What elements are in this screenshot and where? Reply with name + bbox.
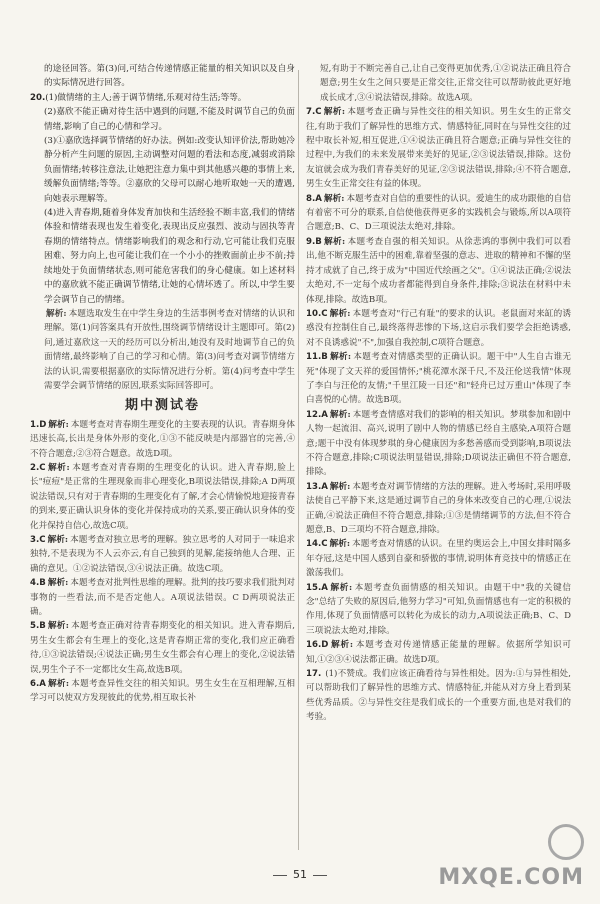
analysis-text: 本题考查情感对我们的影响的相关知识。梦琪参加和剧中人物一起流泪、高兴,说明了剧中人物的情感已经自主感染,A项符合题意;题干中没有体现梦琪的身心健康因为多愁善感而受到影响,B项说法不符合题意,排除;C项说法明显错误,排除;D项说法正确但不符合题意,排除。 [306,409,571,478]
answer-item [306,105,571,191]
left-answer-list [30,418,295,706]
answer-item [30,677,295,706]
right-answer-list [306,105,571,724]
answer-number: 4.B [30,578,46,589]
analysis-text: 本题考查对"行己有耻"的要求的认识。老鼠面对来缸的诱惑没有控制住自己,最终落得悲惨的下场,这启示我们要学会拒绝诱惑,对不良诱惑说"不",加强自我控制,C项符合题意。 [306,308,571,348]
answer-number: 3.C [30,535,46,545]
analysis-text: 本题考查自强的相关知识。从徐悲鸿的事例中我们可以看出,他不断克服生活中的困难,靠着坚强的意志、进取的精神和不懈的坚持才成就了自己,终于成为"中国近代绘画之父"。①④说法正确;②说法太绝对,不一定每个成功者都能得到自身条件,排除;③说法在材料中未体现,排除。故选B项。 [306,236,571,305]
answer-part-4: (4)进入青春期,随着身体发育加快和生活经验不断丰富,我们的情绪体验和情绪表现也发生着变化,表现出反应强烈、波动与固执等青春期的情绪特点。情绪影响我们的观念和行动,它可能让我们克服困难、努力向上,也可能让我们在一个小小的挫败面前止步不前;持续地处于负面情绪状态,则可能危害我们的身心健康。如上述材料中的嘉欣就不能正确调节情绪,让她的心情坏透了。所以,中学生要学会调节自己的情绪。 [44,208,295,305]
answer-item [306,537,571,580]
answer-item [306,667,571,725]
answer-number: 10.C [306,308,328,319]
page-number-rule-left [273,875,287,876]
answer-number: 15.A [306,582,328,593]
answer-number: 7.C [306,107,322,118]
answer-item [306,408,571,480]
analysis-text: 本题考查对青春期生理变化的主要表现的认识。青春期身体迅速长高,长出是身体外形的变化,①③不能反映是内部器官的完善,④不符合题意;②③符合题意。故选D项。 [30,419,295,459]
analysis-label: 解析: [329,308,351,319]
analysis-label: 解析: [323,236,346,247]
analysis-label: 解析: [46,308,67,319]
analysis-label: 解析: [330,640,354,651]
answer-number: 2.C [30,462,46,473]
answer-number: 9.B [306,236,322,247]
analysis-text: 本题考查正确对待青春期变化的相关知识。进入青春期后,男生女生都会有生理上的变化,这是青春期正常的变化,我们应正确看待,①③说法错误;④说法正确;男生女生都会有心理上的变化,②说法错误,男生个子不一定都比女生高,故选B项。 [30,621,295,675]
analysis-text: 本题考查对独立思考的理解。独立思考的人对同于一味追求独特,不是表现为不人云亦云,有自己独到的见解,能接纳他人合理、正确的意见。①②说法错误,③④说法正确。故选C项。 [30,535,295,574]
answer-item [306,350,571,408]
answer-item [306,480,571,538]
analysis-label: 解析: [47,578,69,589]
answer-part-1: (1)做情绪的主人;善于调节情绪,乐观对待生活;等等。 [45,92,247,103]
right-column [306,62,571,862]
column-divider [298,70,299,850]
analysis-label: 解析: [329,352,352,363]
analysis-text: 本题考查对调节情绪的方法的理解。进入考场时,采用呼吸法使自己平静下来,这是通过调节自己的身体来改变自己的心理,①说法正确,④说法正确但不符合题意,排除;①③是情绪调节的方法,但不符合题意,B、D三项均不符合题意,排除。 [306,481,571,535]
answer-part-3: (3)①嘉欣选择调节情绪的好办法。例如:改变认知评价法,帮助她冷静分析产生问题的原因,主动调整对问题的看法和态度,减弱或消除负面情绪;转移注意法,让她把注意力集中到其他感兴趣的事情上来,缓解负面情绪;等等。②嘉欣的父母可以耐心地听取她一天的遭遇,向她表示理解等。 [44,136,295,204]
answer-item [30,418,295,461]
analysis-text: 本题考查对传递情感正能量的理解。依据所学知识可知,①②③④说法都正确。故选D项。 [306,640,571,665]
analysis-label: 解析: [47,621,69,632]
answer-number: 11.B [306,352,328,363]
analysis-label: 解析: [329,539,351,550]
analysis-text: 本题考查对青春期的生理变化的认识。进入青春期,脸上长"痘痘"是正常的生理现象而非心理变化,B项说法错误,排除;A D两项说法错误,只有对于青春期的生理变化有了解,才会心情愉悦地迎接青春的到来,要正确认识身体的变化并保持成功的关系,要正确认识身体的变化并保持自信心,故选C项。 [30,462,295,531]
page-number-text: 51 [293,868,307,881]
analysis-label: 解析: [329,409,351,420]
analysis-label: 解析: [329,582,353,593]
analysis-text: 本题考查负面情感的相关知识。由题干中"我的关键信念"总结了失败的原因后,他努力学习"可知,负面情感也有一定的积极的作用,体现了负面情感可以转化为成长的动力,A项说法正确;B、C、D三项说法太绝对,排除。 [306,582,571,636]
answer-number: 6.A [30,679,46,690]
answer-number: 12.A [306,409,328,420]
watermark-logo-icon [548,824,584,860]
answer-item [30,533,295,576]
answer-item [306,581,571,639]
answer-item [306,307,571,350]
analysis-text: 本题考查对自信的重要性的认识。爱迪生的成功跟他的自信有着密不可分的联系,自信使他获得更多的实践机会与锻炼,所以A项符合题意;B、C、D三项说法太绝对,排除。 [306,193,571,233]
watermark-text: MXQE.COM [438,865,584,890]
analysis-label: 解析: [323,107,346,118]
answer-item [30,619,295,677]
analysis-text: 本题考查对情感类型的正确认识。题干中"人生自古谁无死"体现了文天祥的爱国情怀;"桃花潭水深千尺,不及汪伦送我情"体现了李白与汪伦的友情;"千里江陵一日还"和"轻舟已过万重山"体现了李白喜悦的心情。故选B项。 [306,352,571,406]
left-column [30,62,295,862]
analysis-label: 解析: [329,481,351,492]
page-number-rule-right [313,875,327,876]
answer-part-2: (2)嘉欣不能正确对待生活中遇到的问题,不能及时调节自己的负面情绪,影响了自己的心情和学习。 [44,107,295,132]
answer-number: 13.A [306,481,328,492]
right-lead-text: 短,有助于不断完善自己,让自己变得更加优秀,①②说法正确且符合题意;男生女生之间只要是正常交往,正常交往可以帮助彼此更好地成长成才,③④说法错误,排除。故选A项。 [320,64,571,103]
analysis-text: 本题考查正确与异性交往的相关知识。男生女生的正常交往,有助于我们了解异性的思维方式、情感特征,同时在与异性交往的过程中取长补短,相互促进,①④说法正确且符合题意;正确与异性交往的过程中,为我们的未来发展带来美好的见证,②③说法错误,排除。这份友谊就会成为我们青春美好的见证,②③说法错误,排除;④不符合题意,男生女生正常交往有益的体现。 [306,107,571,190]
analysis-label: 解析: [323,193,345,204]
analysis-text: 本题考查对情感的认识。在里约奥运会上,中国女排时隔多年夺冠,这是中国人感到自豪和骄傲的事情,说明体育竞技中的情感正在激荡我们。 [306,539,571,579]
answer-number: 8.A [306,193,322,204]
left-lead-text: 的途径回答。第(3)问,可结合传递情感正能量的相关知识以及自身的实际情况进行回答。 [44,64,295,89]
answer-number: 1.D [30,419,47,430]
answer-number: 14.C [306,539,328,550]
answer-item [306,192,571,235]
answer-number: 17. [306,669,322,680]
answer-item [306,638,571,667]
analysis-text: (1)不赞成。我们应该正确看待与异性相处。因为:①与异性相处,可以帮助我们了解异性的思维方式、情感特征,并能从对方身上看到某些优秀品质。②与异性交往是我们成长的一个重要方面,也是对我们的考验。 [306,669,571,723]
analysis-text: 本题考查对批判性思维的理解。批判的技巧要求我们批判对事物的一些看法,而不是否定他人。A项说法错误。C D两项说法正确。 [30,578,295,618]
question-20 [30,91,295,394]
analysis-label: 解析: [47,679,70,690]
answer-number: 5.B [30,621,46,632]
analysis-label: 解析: [47,462,70,473]
question-number: 20. [30,92,46,103]
answer-number: 16.D [306,640,329,651]
answer-item [306,235,571,307]
analysis-label: 解析: [48,419,69,430]
answer-item [30,576,295,619]
analysis-label: 解析: [47,535,69,545]
answer-item [30,461,295,533]
section-title: 期中测试卷 [124,398,200,414]
analysis-text: 本题考查异性交往的相关知识。男生女生在互相理解,互相学习可以使双方发现彼此的优势,相互取长补 [30,679,295,704]
analysis-text: 本题选取发生在中学生身边的生活事例考查对情绪的认识和理解。第(1)问答案具有开放性,围绕调节情绪设计主题即可。第(2)问,通过嘉欣这一天的经历可以分析出,她没有及时地调节自己的负面情绪,最终影响了自己的学习和心情。第(3)问考查对调节情绪方法的认识,需要根据嘉欣的实际情况进行分析。第(4)问考查中学生需要学会调节情绪的原因,联系实际回答即可。 [44,308,295,391]
